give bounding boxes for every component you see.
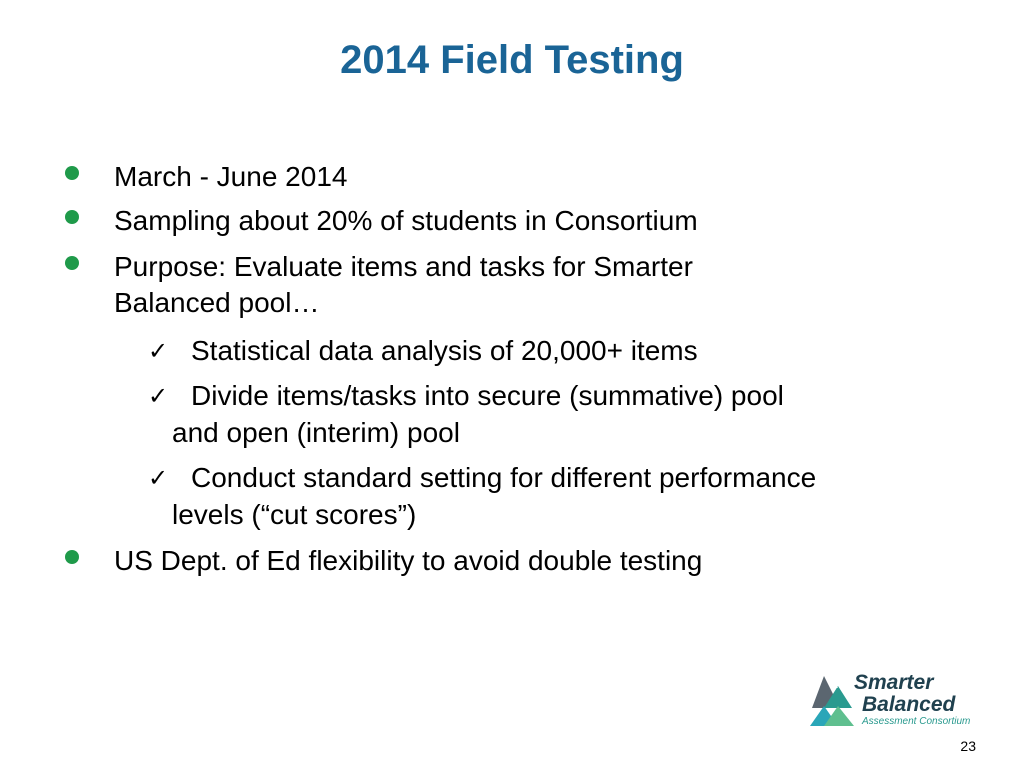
bullet-dot-icon — [65, 256, 79, 270]
bullet-dot-icon — [65, 166, 79, 180]
logo-tagline: Assessment Consortium — [862, 716, 971, 727]
bullet-text-line-1: Purpose: Evaluate items and tasks for Smarter — [114, 251, 693, 282]
smarter-balanced-logo — [810, 670, 990, 730]
sub-bullet-text-line-1: Divide items/tasks into secure (summative) pool — [191, 380, 784, 411]
sub-bullet-text: Statistical data analysis of 20,000+ items — [191, 335, 698, 366]
logo-word-balanced: Balanced — [862, 693, 956, 716]
logo-triangles-icon — [810, 672, 856, 730]
page-number: 23 — [960, 738, 976, 754]
bullet-text: Sampling about 20% of students in Consortium — [114, 205, 698, 236]
sub-bullet-text-line-2: and open (interim) pool — [172, 417, 460, 448]
sub-bullet-text-line-1: Conduct standard setting for different performance — [191, 462, 817, 493]
sub-bullet-text-line-2: levels (“cut scores”) — [172, 499, 417, 530]
bullet-dot-icon — [65, 550, 79, 564]
checkmark-icon: ✓ — [148, 464, 169, 492]
checkmark-icon: ✓ — [148, 382, 169, 410]
bullet-dot-icon — [65, 210, 79, 224]
bullet-text-line-2: Balanced pool… — [114, 287, 320, 318]
logo-word-smarter: Smarter — [854, 671, 934, 694]
bullet-text: March - June 2014 — [114, 161, 348, 192]
bullet-text: US Dept. of Ed flexibility to avoid double testing — [114, 545, 703, 576]
slide-title: 2014 Field Testing — [340, 38, 684, 82]
checkmark-icon: ✓ — [148, 337, 169, 365]
